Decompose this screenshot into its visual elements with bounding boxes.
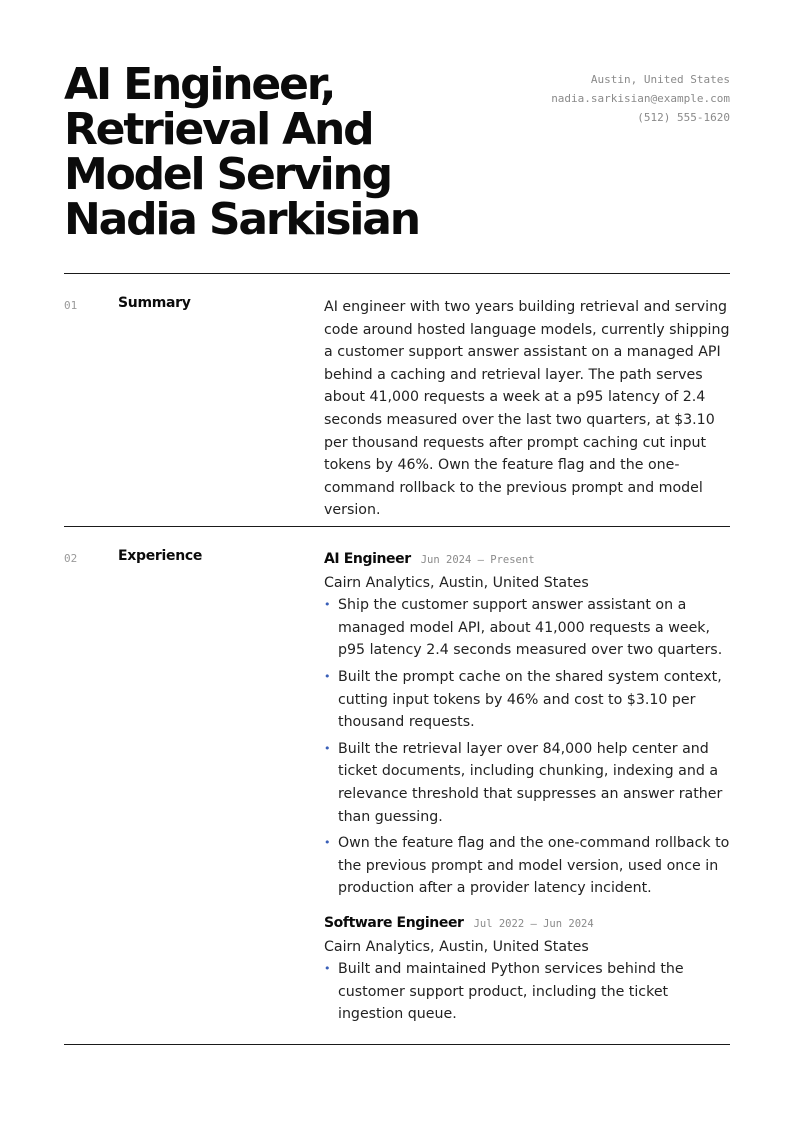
job-organization: Cairn Analytics, Austin, United States [324,938,589,955]
experience-list [324,548,734,1030]
bullet-text: Ship the customer support answer assistant on a managed model API, about 41,000 requests a week, p95 latency 2.4 seconds measured over two quarters. [338,597,723,659]
list-item [324,666,734,734]
section-divider [64,273,730,274]
job-bullets [324,594,734,900]
bullet-text: Own the feature flag and the one-command rollback to the previous prompt and model version, used once in production after a provider latency incident. [338,835,730,897]
contact-email[interactable]: nadia.sarkisian@example.com [551,92,730,105]
contact-phone[interactable]: (512) 555-1620 [637,111,730,124]
job-title: AI Engineer [324,551,411,567]
job-entry [324,912,734,1026]
bullet-icon: • [324,598,331,612]
section-number: 01 [64,299,78,312]
list-item [324,738,734,828]
section-title-summary: Summary [118,295,191,311]
section-title-experience: Experience [118,548,203,564]
resume-title: AI Engineer, Retrieval And Model Serving Nadia Sarkisian [64,59,419,245]
job-dates: Jul 2022 — Jun 2024 [473,917,594,930]
list-item [324,594,734,662]
contact-block [551,70,730,127]
list-item [324,832,734,900]
bullet-text: Built the prompt cache on the shared system context, cutting input tokens by 46% and cost to $3.10 per thousand requests. [338,668,722,731]
job-header [324,548,734,572]
list-item [324,958,734,1026]
contact-location: Austin, United States [590,73,730,86]
bullet-text: Built the retrieval layer over 84,000 help center and ticket documents, including chunking, indexing and a relevance threshold that suppresses an answer rather than guessing. [338,740,723,825]
summary-body [324,296,734,522]
job-entry [324,548,734,900]
bullet-icon: • [324,669,331,683]
section-divider [64,526,730,527]
section-divider [64,1044,730,1045]
job-title: Software Engineer [324,914,464,931]
job-bullets [324,958,734,1026]
bullet-icon: • [324,836,331,850]
job-dates: Jun 2024 — Present [420,554,535,566]
job-header [324,912,734,936]
job-organization: Cairn Analytics, Austin, United States [324,574,589,591]
bullet-text: Built and maintained Python services behind the customer support product, including the ticket ingestion queue. [338,961,684,1023]
summary-text: AI engineer with two years building retrieval and serving code around hosted language models, currently shipping a customer support answer assistant on a managed API behind a caching and retrieval layer. The path serves about 41,000 requests a week at a p95 latency of 2.4 seconds measured over the last two quarters, at $3.10 per thousand requests after prompt caching cut input tokens by 46%. Own the feature flag and the one-command rollback to the previous prompt and model version. [324,299,730,519]
bullet-icon: • [324,741,331,755]
section-number: 02 [64,552,78,565]
bullet-icon: • [324,962,331,976]
